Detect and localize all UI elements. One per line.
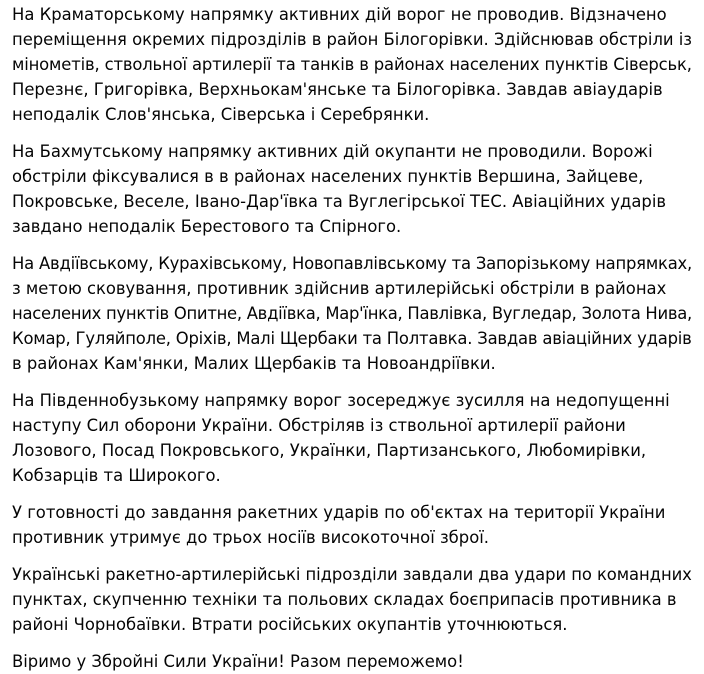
paragraph-closing <box>12 649 692 674</box>
paragraph-artillery-strikes <box>12 562 692 637</box>
paragraph-avdiivka <box>12 251 692 376</box>
paragraph-kramatorsk <box>12 2 692 127</box>
paragraph-line: наступу Сил оборони України. Обстріляв із ствольної артилерії райони <box>12 416 626 435</box>
paragraph-line: в районах Кам'янки, Малих Щербаків та Новоандріївки. <box>12 354 496 373</box>
paragraph-line: Віримо у Збройні Сили України! Разом переможемо! <box>12 652 464 671</box>
paragraph-line: пунктах, скупченню техніки та польових складах боєприпасів противника в <box>12 590 677 609</box>
paragraph-line: На Краматорському напрямку активних дій ворог не проводив. Відзначено <box>12 5 667 24</box>
paragraph-line: На Бахмутському напрямку активних дій окупанти не проводили. Ворожі <box>12 142 653 161</box>
paragraph-line: Покровське, Веселе, Івано-Дар'ївка та Вуглегірської ТЕС. Авіаційних ударів <box>12 192 667 211</box>
paragraph-line: населених пунктів Опитне, Авдіївка, Мар'їнка, Павлівка, Вугледар, Золота Нива, <box>12 304 692 323</box>
paragraph-line: завдано неподалік Берестового та Спірного. <box>12 217 402 236</box>
paragraph-line: У готовності до завдання ракетних ударів по об'єктах на території України <box>12 503 666 522</box>
paragraph-south-buh <box>12 388 692 488</box>
paragraph-line: На Авдіївському, Курахівському, Новопавлівському та Запорізькому напрямках, <box>12 254 693 273</box>
paragraph-line: Лозового, Посад Покровського, Українки, Партизанського, Любомирівки, <box>12 441 647 460</box>
paragraph-missile-readiness <box>12 500 692 550</box>
paragraph-line: неподалік Слов'янська, Сіверська і Серебрянки. <box>12 105 430 124</box>
paragraph-line: з метою сковування, противник здійснив артилерійські обстріли в районах <box>12 279 667 298</box>
paragraph-line: Українські ракетно-артилерійські підрозділи завдали два удари по командних <box>12 565 692 584</box>
paragraph-line: Кобзарців та Широкого. <box>12 466 221 485</box>
paragraph-bakhmut <box>12 139 692 239</box>
paragraph-line: переміщення окремих підрозділів в район Білогорівки. Здійснював обстріли із <box>12 30 693 49</box>
paragraph-line: На Південнобузькому напрямку ворог зосереджує зусилля на недопущенні <box>12 391 670 410</box>
paragraph-line: районі Чорнобаївки. Втрати російських окупантів уточнюються. <box>12 615 568 634</box>
paragraph-line: противник утримує до трьох носіїв високоточної зброї. <box>12 528 489 547</box>
paragraph-line: мінометів, ствольної артилерії та танків в районах населених пунктів Сіверськ, <box>12 55 692 74</box>
paragraph-line: Перезнє, Григорівка, Верхньокам'янське та Білогорівка. Завдав авіаударів <box>12 80 663 99</box>
paragraph-line: Комар, Гуляйполе, Оріхів, Малі Щербаки та Полтавка. Завдав авіаційних ударів <box>12 329 692 348</box>
paragraph-line: обстріли фіксувалися в в районах населених пунктів Вершина, Зайцеве, <box>12 167 644 186</box>
